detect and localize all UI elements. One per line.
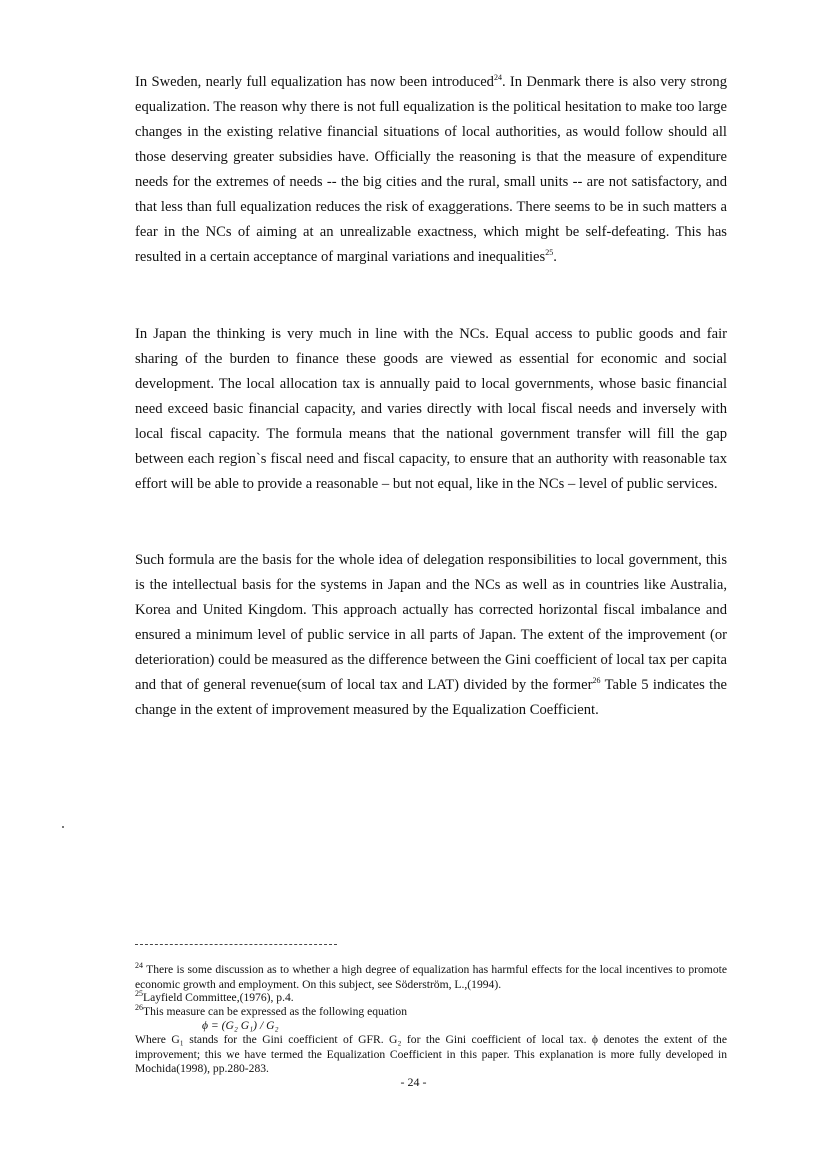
footnote-ref-26: 26 bbox=[592, 676, 601, 686]
footnote-26-continued: Where G₁ stands for the Gini coefficient of GFR. G₂ for the Gini coefficient of local tax. ϕ denotes the extent of the improvement; this we have termed the Equalization Coefficient in this paper. This explanation is more fully developed in Mochida(1998), pp.280-283. bbox=[135, 1033, 727, 1075]
footnote-24 bbox=[135, 963, 727, 992]
footnote-mark-26: 26 bbox=[135, 1003, 143, 1013]
footnote-26 bbox=[135, 1005, 727, 1020]
footnote-separator bbox=[135, 944, 337, 945]
para3-text-start: Such formula are the basis for the whole idea of delegation responsibilities to local government, this is the intellectual basis for the systems in Japan and the NCs as well as in countries like Australia, Korea and United Kingdom. This approach actually has corrected horizontal fiscal imbalance and ensured a minimum level of public service in all parts of Japan. The extent of the improvement (or deterioration) could be measured as the difference between the Gini coefficient of local tax per capita and that of general revenue(sum of local tax and LAT) divided by the former bbox=[135, 552, 727, 693]
footnote-mark-25: 25 bbox=[135, 989, 143, 999]
paragraph-sweden-denmark bbox=[135, 70, 727, 270]
footnote-ref-25: 25 bbox=[545, 248, 554, 258]
equalization-equation: ϕ = (G₂ G₁) / G₂ bbox=[202, 1019, 279, 1032]
footnote-26-text: This measure can be expressed as the following equation bbox=[143, 1005, 407, 1018]
footnote-mark-24: 24 bbox=[135, 961, 143, 971]
para1-text-start: In Sweden, nearly full equalization has now been introduced bbox=[135, 74, 494, 90]
para3-text-end: Table 5 indicates the change in the extent of improvement measured by the Equalization Coefficient. bbox=[135, 677, 727, 718]
footnote-25-text: Layfield Committee,(1976), p.4. bbox=[143, 991, 294, 1004]
page-number: - 24 - bbox=[400, 1075, 427, 1089]
para1-text-end: . bbox=[553, 249, 557, 265]
paragraph-formula-basis bbox=[135, 548, 727, 723]
footnote-24-text: There is some discussion as to whether a high degree of equalization has harmful effects for the local incentives to promote economic growth and employment. On this subject, see Söderström, L.,(1994). bbox=[135, 963, 727, 991]
footnote-25 bbox=[135, 991, 727, 1006]
scan-speck bbox=[62, 826, 64, 828]
para1-text-middle: . In Denmark there is also very strong equalization. The reason why there is not full equalization is the political hesitation to make too large changes in the existing relative financial situations of local authorities, as would follow should all those deserving greater subsidies have. Officially the reasoning is that the measure of expenditure needs for the extremes of needs -- the big cities and the rural, small units -- are not satisfactory, and that less than full equalization reduces the risk of exaggerations. There seems to be in such matters a fear in the NCs of aiming at an unrealizable exactness, which might be self-defeating. This has resulted in a certain acceptance of marginal variations and inequalities bbox=[135, 74, 727, 265]
paragraph-japan: In Japan the thinking is very much in line with the NCs. Equal access to public goods and fair sharing of the burden to finance these goods are viewed as essential for economic and social development. The local allocation tax is annually paid to local governments, whose basic financial need exceed basic financial capacity, and varies directly with local fiscal needs and inversely with local fiscal capacity. The formula means that the national government transfer will fill the gap between each region`s fiscal need and fiscal capacity, to ensure that an authority with reasonable tax effort will be able to provide a reasonable – but not equal, like in the NCs – level of public services. bbox=[135, 326, 727, 492]
footnote-ref-24: 24 bbox=[493, 73, 502, 83]
